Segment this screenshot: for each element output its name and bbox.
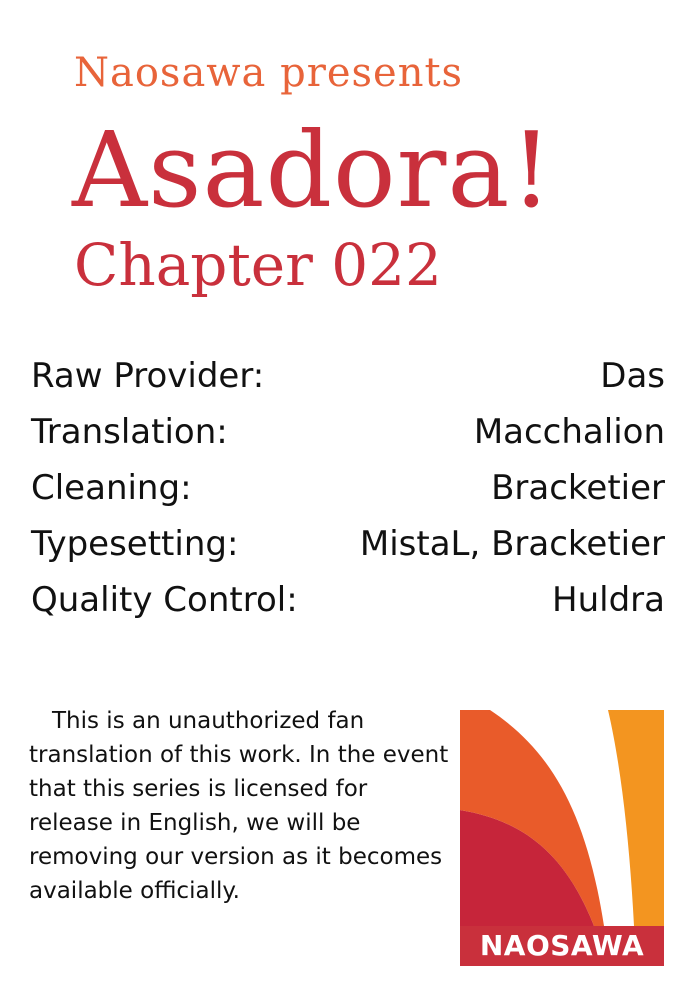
credit-name: Bracketier xyxy=(491,468,665,508)
disclaimer-text: This is an unauthorized fan translation of this work. In the event that this series is licensed for release in English, we will be removing our version as it becomes available officially. xyxy=(29,708,449,904)
credit-role: Typesetting: xyxy=(31,524,239,564)
credit-row xyxy=(31,460,665,516)
credit-name: Macchalion xyxy=(473,412,665,452)
credit-role: Raw Provider: xyxy=(31,356,265,396)
logo-amber-shape xyxy=(608,710,664,926)
credit-name: MistaL, Bracketier xyxy=(359,524,665,564)
credit-role: Quality Control: xyxy=(31,580,298,620)
credit-role: Translation: xyxy=(31,412,228,452)
manga-title: Asadora! xyxy=(72,109,554,231)
credit-row xyxy=(31,348,665,404)
credit-role: Cleaning: xyxy=(31,468,192,508)
credit-row xyxy=(31,516,665,572)
credit-row xyxy=(31,572,665,628)
credit-row xyxy=(31,404,665,460)
logo-text: NAOSAWA xyxy=(479,929,645,962)
naosawa-logo xyxy=(460,710,664,966)
chapter-title: Chapter 022 xyxy=(74,231,442,299)
credit-name: Huldra xyxy=(552,580,665,620)
credits-list xyxy=(31,348,665,628)
presenter-text: Naosawa presents xyxy=(74,50,464,96)
credit-name: Das xyxy=(600,356,665,396)
